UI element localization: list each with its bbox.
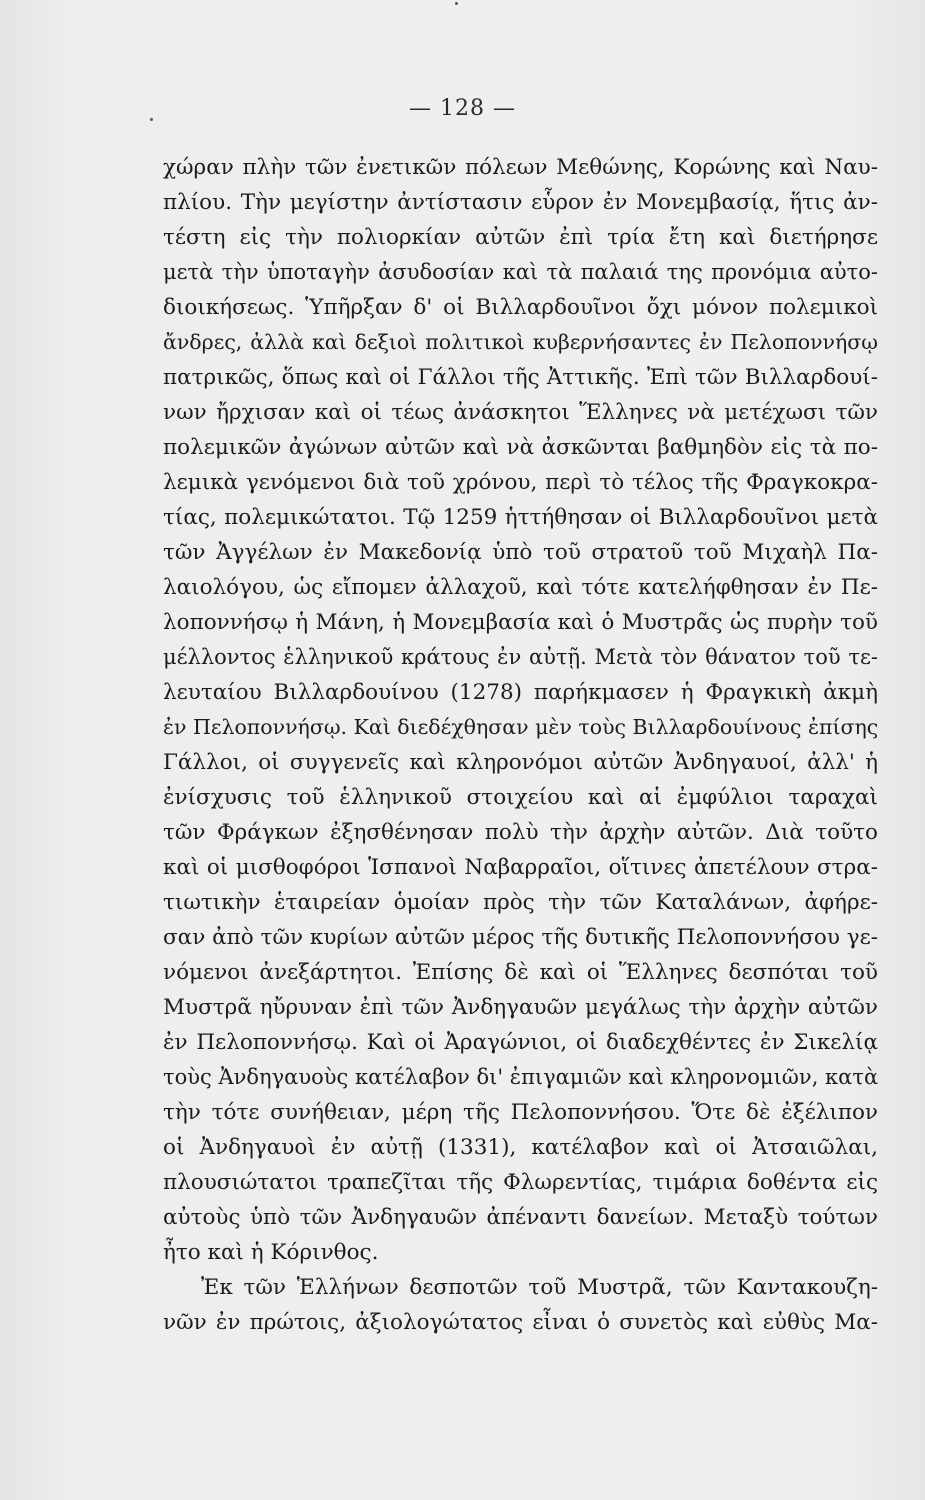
text-line: νῶν ἐν πρώτοις, ἀξιολογώτατος εἶναι ὁ συνετὸς καὶ εὐθὺς Μα- [163,1310,878,1335]
text-line: ἦτο καὶ ἡ Κόρινθος. [163,1240,379,1265]
text-line: τῶν Φράγκων ἐξησθένησαν πολὺ τὴν ἀρχὴν αὐτῶν. Διὰ τοῦτο [163,820,878,845]
text-line: λοποννήσῳ ἡ Μάνη, ἡ Μονεμβασία καὶ ὁ Μυστρᾶς ὡς πυρὴν τοῦ [163,610,878,635]
text-line: Μυστρᾶ ηὔρυναν ἐπὶ τῶν Ἀνδηγαυῶν μεγάλως τὴν ἀρχὴν αὐτῶν [163,995,878,1020]
text-line: τῶν Ἀγγέλων ἐν Μακεδονίᾳ ὑπὸ τοῦ στρατοῦ τοῦ Μιχαὴλ Πα- [163,540,878,565]
text-line: πλίου. Τὴν μεγίστην ἀντίστασιν εὗρον ἐν Μονεμβασίᾳ, ἥτις ἀν- [163,190,878,215]
text-line: Ἐκ τῶν Ἑλλήνων δεσποτῶν τοῦ Μυστρᾶ, τῶν Καντακουζη- [201,1275,878,1300]
print-speck [455,2,458,5]
text-line: πλουσιώτατοι τραπεζῖται τῆς Φλωρεντίας, τιμάρια δοθέντα εἰς [163,1170,878,1195]
text-line: τιωτικὴν ἑταιρείαν ὁμοίαν πρὸς τὴν τῶν Καταλάνων, ἀφήρε- [163,890,878,915]
text-line: ἄνδρες, ἀλλὰ καὶ δεξιοὶ πολιτικοὶ κυβερνήσαντες ἐν Πελοποννήσῳ [163,330,878,354]
text-line: λεμικὰ γενόμενοι διὰ τοῦ χρόνου, περὶ τὸ τέλος τῆς Φραγκοκρα- [163,470,878,495]
text-line: μετὰ τὴν ὑποταγὴν ἀσυδοσίαν καὶ τὰ παλαιά της προνόμια αὐτο- [163,260,878,284]
text-line: νων ἤρχισαν καὶ οἱ τέως ἀνάσκητοι Ἕλληνες νὰ μετέχωσι τῶν [163,400,878,425]
text-line: διοικήσεως. Ὑπῆρξαν δ' οἱ Βιλλαρδουῖνοι ὄχι μόνον πολεμικοὶ [163,295,878,320]
body-text [163,150,878,1340]
text-line: τίας, πολεμικώτατοι. Τῷ 1259 ἡττήθησαν οἱ Βιλλαρδουῖνοι μετὰ [163,505,878,530]
text-line: μέλλοντος ἑλληνικοῦ κράτους ἐν αὐτῇ. Μετὰ τὸν θάνατον τοῦ τε- [163,645,878,669]
page-number: — 128 — [409,96,516,121]
text-line: ἐν Πελοποννήσῳ. Καὶ διεδέχθησαν μὲν τοὺς Βιλλαρδουίνους ἐπίσης [163,715,878,739]
text-line: καὶ οἱ μισθοφόροι Ἱσπανοὶ Ναβαρραῖοι, οἵτινες ἀπετέλουν στρα- [163,855,878,880]
text-line: χώραν πλὴν τῶν ἐνετικῶν πόλεων Μεθώνης, Κορώνης καὶ Ναυ- [163,155,878,180]
text-line: λαιολόγου, ὡς εἴπομεν ἀλλαχοῦ, καὶ τότε κατελήφθησαν ἐν Πε- [163,575,878,600]
text-line: σαν ἀπὸ τῶν κυρίων αὐτῶν μέρος τῆς δυτικῆς Πελοποννήσου γε- [163,925,878,950]
text-line: ἐνίσχυσις τοῦ ἑλληνικοῦ στοιχείου καὶ αἱ ἐμφύλιοι ταραχαὶ [163,785,878,810]
text-line: τὴν τότε συνήθειαν, μέρη τῆς Πελοποννήσου. Ὅτε δὲ ἐξέλιπον [163,1100,878,1125]
text-line: αὐτοὺς ὑπὸ τῶν Ἀνδηγαυῶν ἀπέναντι δανείων. Μεταξὺ τούτων [163,1205,878,1230]
text-line: οἱ Ἀνδηγαυοὶ ἐν αὐτῇ (1331), κατέλαβον καὶ οἱ Ἀτσαιῶλαι, [163,1135,878,1160]
text-line: πολεμικῶν ἀγώνων αὐτῶν καὶ νὰ ἀσκῶνται βαθμηδὸν εἰς τὰ πο- [163,435,878,460]
text-line: λευταίου Βιλλαρδουίνου (1278) παρήκμασεν ἡ Φραγκικὴ ἀκμὴ [163,680,878,705]
text-line: ἐν Πελοποννήσῳ. Καὶ οἱ Ἀραγώνιοι, οἱ διαδεχθέντες ἐν Σικελίᾳ [163,1030,878,1055]
text-line: τοὺς Ἀνδηγαυοὺς κατέλαβον δι' ἐπιγαμιῶν καὶ κληρονομιῶν, κατὰ [163,1065,878,1089]
text-line: νόμενοι ἀνεξάρτητοι. Ἐπίσης δὲ καὶ οἱ Ἕλληνες δεσπόται τοῦ [163,960,878,985]
text-line: τέστη εἰς τὴν πολιορκίαν αὐτῶν ἐπὶ τρία ἔτη καὶ διετήρησε [163,225,878,250]
text-line: πατρικῶς, ὅπως καὶ οἱ Γάλλοι τῆς Ἀττικῆς. Ἐπὶ τῶν Βιλλαρδουί- [163,365,878,390]
text-line: Γάλλοι, οἱ συγγενεῖς καὶ κληρονόμοι αὐτῶν Ἀνδηγαυοί, ἀλλ' ἡ [163,750,878,775]
